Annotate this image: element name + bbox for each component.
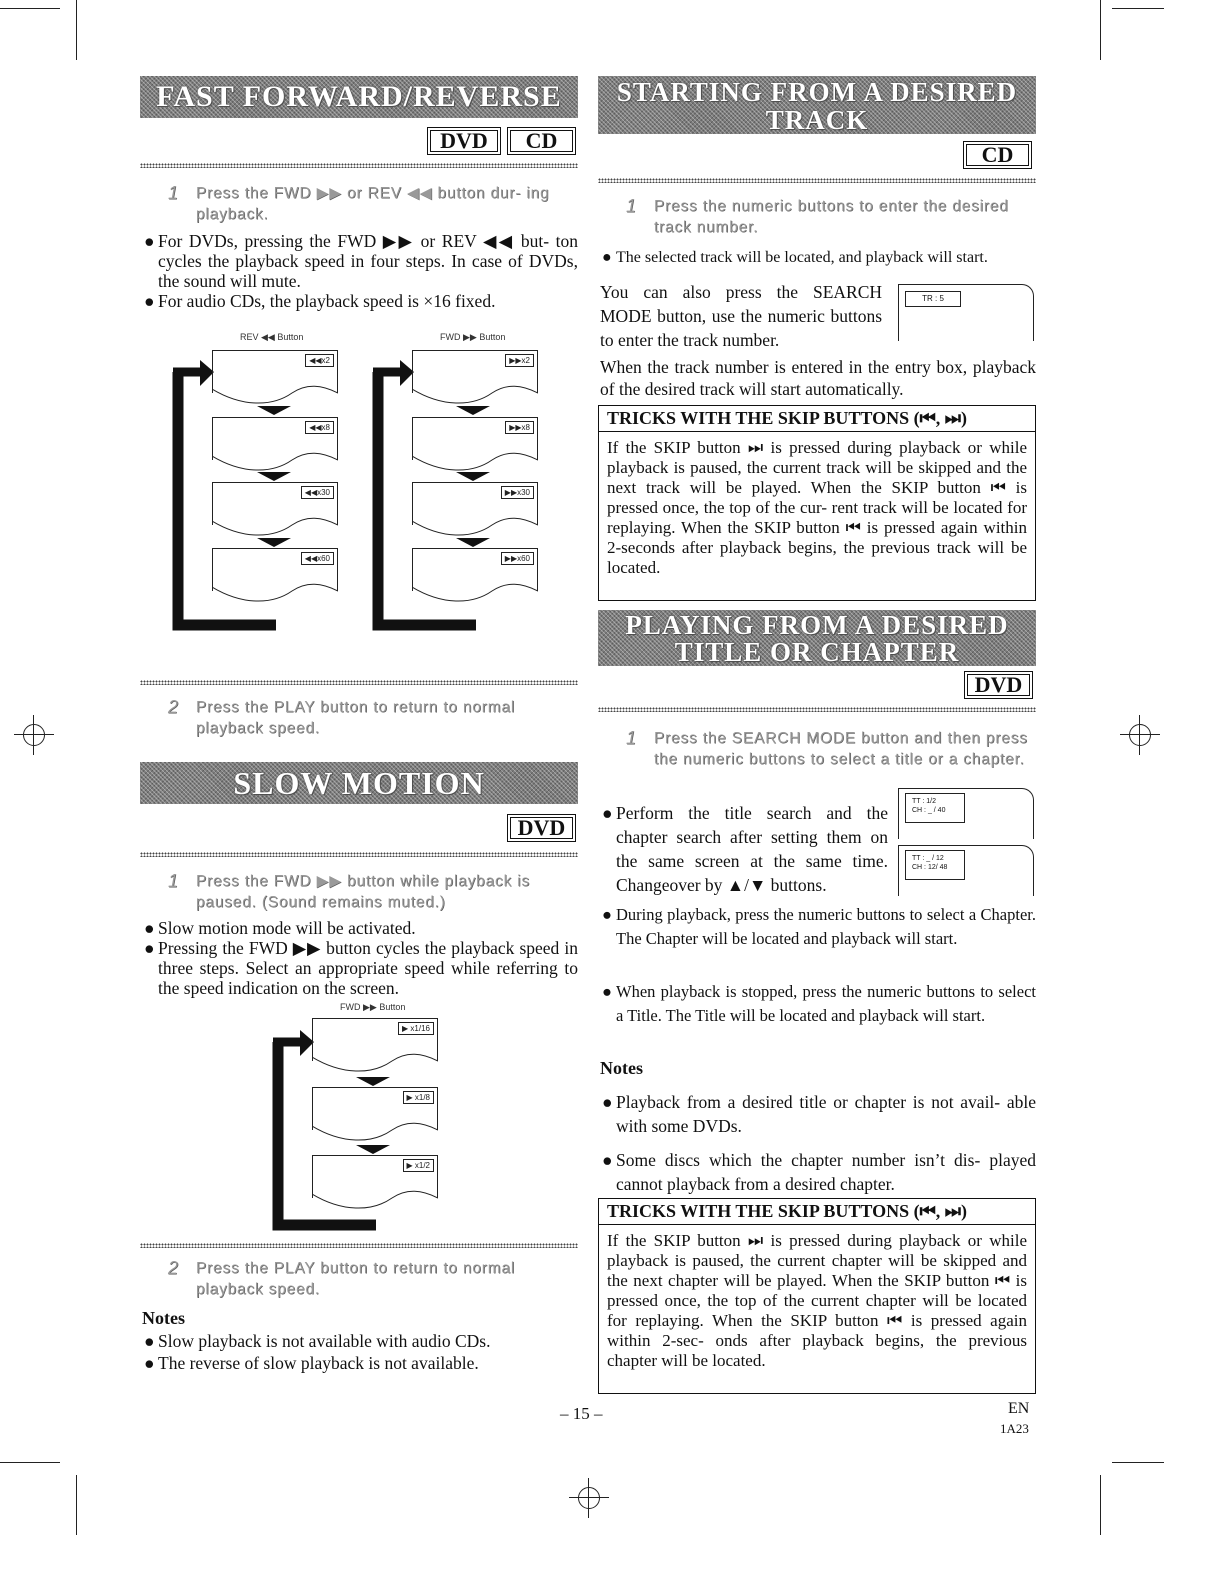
title-field: TT : 1/2 — [912, 798, 936, 805]
speed-badge: ▶▶x2 — [505, 354, 534, 367]
language-code: EN — [1008, 1400, 1030, 1417]
screen-wave-edge — [212, 511, 338, 541]
note-text: Playback from a desired title or chapter is not avail- able with some DVDs. — [616, 1092, 1036, 1136]
fwd-button-label: FWD ▶▶ Button — [340, 1002, 406, 1012]
bullet-item: ● Perform the title search and the chapter search after setting them on the same screen at the same time. Changeover by ▲/▼ buttons. — [602, 803, 888, 895]
screen-wave-edge — [412, 577, 538, 607]
down-arrow — [257, 406, 291, 415]
banner-line: STARTING FROM A DESIRED — [616, 77, 1018, 107]
down-arrow — [257, 472, 291, 481]
note-item: ● The reverse of slow playback is not available. — [144, 1353, 479, 1373]
speed-badge: ◀◀x30 — [301, 486, 334, 499]
notes-heading: Notes — [142, 1308, 185, 1328]
dotted-divider — [140, 163, 578, 168]
cd-tag: CD — [963, 141, 1032, 169]
dvd-tag: DVD — [964, 671, 1033, 699]
tricks-heading: TRICKS WITH THE SKIP BUTTONS (⏮, ⏭) — [599, 406, 1035, 432]
note-text: Some discs which the chapter number isn’t dis- played cannot playback from a desired chapter. — [616, 1150, 1036, 1194]
dotted-divider — [140, 680, 578, 685]
step-text: Press the numeric buttons to enter the desired track number. — [654, 198, 1009, 236]
fwd-button-label: FWD ▶▶ Button — [440, 332, 506, 342]
step-text: Press the PLAY button to return to normal playback speed. — [196, 1260, 516, 1298]
bullet-text: Pressing the FWD ▶▶ button cycles the playback speed in three steps. Select an appropriate speed while referring to the speed indication on the screen. — [158, 938, 578, 998]
registration-mark — [569, 1478, 609, 1518]
screen-frame — [312, 1155, 438, 1198]
speed-badge: ▶▶x60 — [501, 552, 534, 565]
step-text: Press the SEARCH MODE button and then press the numeric buttons to select a title or a chapter. — [654, 730, 1028, 768]
step-1 — [168, 871, 578, 913]
screen-frame — [412, 350, 538, 393]
screen-frame — [412, 482, 538, 525]
page-number: – 15 – — [560, 1404, 603, 1423]
tricks-heading: TRICKS WITH THE SKIP BUTTONS (⏮, ⏭) — [599, 1199, 1035, 1225]
step-2 — [168, 697, 578, 739]
crop-mark — [0, 8, 60, 9]
step-number: 2 — [168, 1258, 179, 1278]
note-text: Slow playback is not available with audio CDs. — [158, 1331, 491, 1351]
speed-badge: ▶▶x8 — [505, 421, 534, 434]
screen-frame — [412, 548, 538, 591]
bullet-text: Perform the title search and the chapter search after setting them on the same screen at the same time. Changeover by ▲/▼ buttons. — [616, 803, 888, 895]
bullet-item: ● For audio CDs, the playback speed is ×16 fixed. — [144, 291, 496, 311]
down-arrow — [356, 1077, 390, 1086]
screen-frame — [212, 417, 338, 460]
screen-wave-edge — [312, 1116, 438, 1146]
crop-mark — [1112, 8, 1164, 9]
dotted-divider — [598, 707, 1036, 712]
bullet-text: During playback, press the numeric buttons to select a Chapter. The Chapter will be located and playback will start. — [616, 905, 1036, 948]
dotted-divider — [598, 178, 1036, 183]
tricks-box-track — [598, 405, 1036, 601]
down-arrow — [456, 538, 490, 547]
track-entry-box: TR : 5 — [905, 291, 961, 307]
step-1 — [626, 728, 1036, 770]
bullet-text: The selected track will be located, and playback will start. — [616, 249, 988, 266]
title-chapter-screen — [898, 788, 1034, 839]
banner-line: TRACK — [765, 105, 869, 135]
speed-badge: ◀◀x2 — [305, 354, 334, 367]
chapter-field: CH : 12/ 48 — [912, 864, 948, 871]
screen-frame — [212, 350, 338, 393]
step-number: 1 — [626, 728, 637, 748]
speed-badge: ▶ x1/8 — [403, 1091, 435, 1104]
bullet-text: Slow motion mode will be activated. — [158, 918, 416, 938]
screen-frame — [312, 1018, 438, 1061]
dvd-tag: DVD — [427, 127, 501, 155]
speed-badge: ▶ x1/16 — [398, 1022, 434, 1035]
bullet-item: ● Pressing the FWD ▶▶ button cycles the playback speed in three steps. Select an appropriate speed while referring to the speed indication on the screen. — [144, 938, 578, 998]
bullet-item: ● For DVDs, pressing the FWD ▶▶ or REV ◀◀ but- ton cycles the playback speed in four steps. In case of DVDs, the sound will mute. — [144, 231, 578, 291]
chapter-field: CH : _ / 40 — [912, 807, 946, 814]
registration-mark — [1120, 715, 1160, 755]
banner-line: PLAYING FROM A DESIRED — [625, 610, 1009, 640]
section-banner-slow-motion: SLOW MOTION — [140, 762, 578, 804]
step-text: Press the PLAY button to return to normal playback speed. — [196, 699, 516, 737]
bullet-item: ● During playback, press the numeric buttons to select a Chapter. The Chapter will be located and playback will start. — [602, 905, 1036, 948]
bullet-text: For audio CDs, the playback speed is ×16 fixed. — [158, 291, 496, 311]
bullet-text: For DVDs, pressing the FWD ▶▶ or REV ◀◀ but- ton cycles the playback speed in four steps. In case of DVDs, the sound will mute. — [158, 231, 578, 291]
tricks-body: If the SKIP button ⏭ is pressed during playback or while playback is paused, the current track will be skipped and the next track will be played. When the SKIP button ⏮ is pressed once, the top of the cur- rent track will be located for replaying. When the SKIP button ⏮ is pressed again within 2-seconds after playback begins, the previous track will be located. — [607, 438, 1027, 577]
bullet-text: When playback is stopped, press the numeric buttons to select a Title. The Title will be located and playback will start. — [616, 982, 1036, 1025]
screen-frame — [212, 482, 338, 525]
document-code: 1A23 — [1000, 1421, 1029, 1436]
bullet-item: ● Slow motion mode will be activated. — [144, 918, 416, 938]
screen-wave-edge — [212, 379, 338, 409]
tricks-body: If the SKIP button ⏭ is pressed during playback or while playback is paused, the current chapter will be skipped and the next chapter will be played. When the SKIP button ⏮ is pressed once, the top of the current chapter will be located for replaying. When the SKIP button ⏮ is pressed again within 2-sec- onds after playback begins, the previous chapter will be located. — [607, 1231, 1027, 1370]
note-item: ● Some discs which the chapter number isn’t dis- played cannot playback from a desired chapter. — [602, 1150, 1036, 1194]
screen-wave-edge — [212, 577, 338, 607]
crop-mark — [76, 0, 77, 60]
screen-wave-edge — [412, 511, 538, 541]
speed-badge: ▶ x1/2 — [403, 1159, 435, 1172]
screen-frame — [412, 417, 538, 460]
notes-heading: Notes — [600, 1058, 643, 1078]
step-number: 2 — [168, 697, 179, 717]
screen-wave-edge — [312, 1184, 438, 1214]
step-number: 1 — [168, 871, 179, 891]
title-field: TT : _ / 12 — [912, 855, 944, 862]
step-text: Press the FWD ▶▶ or REV ◀◀ button dur- ing playback. — [196, 185, 550, 223]
screen-frame — [312, 1087, 438, 1130]
section-banner-fast-forward: FAST FORWARD/REVERSE — [140, 76, 578, 118]
section-banner-starting-track — [598, 76, 1036, 134]
title-chapter-screen — [898, 845, 1034, 896]
speed-badge: ◀◀x60 — [301, 552, 334, 565]
dotted-divider — [140, 852, 578, 857]
track-entry-screen — [898, 284, 1034, 341]
step-1 — [168, 183, 578, 225]
dotted-divider — [140, 1243, 578, 1248]
crop-mark — [76, 1475, 77, 1535]
registration-mark — [14, 715, 54, 755]
down-arrow — [257, 538, 291, 547]
search-entry-box — [905, 793, 965, 823]
note-item: ● Slow playback is not available with audio CDs. — [144, 1331, 491, 1351]
step-2 — [168, 1258, 578, 1300]
crop-mark — [0, 1462, 60, 1463]
section-banner-title-chapter — [598, 610, 1036, 666]
cd-tag: CD — [507, 127, 576, 155]
speed-badge: ▶▶x30 — [501, 486, 534, 499]
screen-frame — [212, 548, 338, 591]
crop-mark — [1100, 1475, 1101, 1535]
bullet-item: ● The selected track will be located, and playback will start. — [602, 249, 988, 266]
paragraph: You can also press the SEARCH MODE button, use the numeric buttons to enter the track number. — [600, 282, 882, 350]
speed-badge: ◀◀x8 — [305, 421, 334, 434]
note-item: ● Playback from a desired title or chapter is not avail- able with some DVDs. — [602, 1092, 1036, 1136]
screen-wave-edge — [312, 1047, 438, 1077]
note-text: The reverse of slow playback is not available. — [158, 1353, 479, 1373]
screen-wave-edge — [412, 379, 538, 409]
search-entry-box — [905, 850, 965, 880]
down-arrow — [356, 1145, 390, 1154]
step-1 — [626, 196, 1036, 238]
step-text: Press the FWD ▶▶ button while playback is paused. (Sound remains muted.) — [196, 873, 531, 911]
banner-line: TITLE OR CHAPTER — [674, 637, 960, 667]
step-number: 1 — [168, 183, 179, 203]
paragraph: When the track number is entered in the entry box, playback of the desired track will start automatically. — [600, 357, 1036, 399]
rev-button-label: REV ◀◀ Button — [240, 332, 304, 342]
tricks-box-chapter — [598, 1198, 1036, 1394]
step-number: 1 — [626, 196, 637, 216]
crop-mark — [1100, 0, 1101, 60]
dvd-tag: DVD — [507, 814, 576, 842]
crop-mark — [1112, 1462, 1164, 1463]
bullet-item: ● When playback is stopped, press the numeric buttons to select a Title. The Title will be located and playback will start. — [602, 982, 1036, 1025]
down-arrow — [456, 472, 490, 481]
down-arrow — [456, 406, 490, 415]
